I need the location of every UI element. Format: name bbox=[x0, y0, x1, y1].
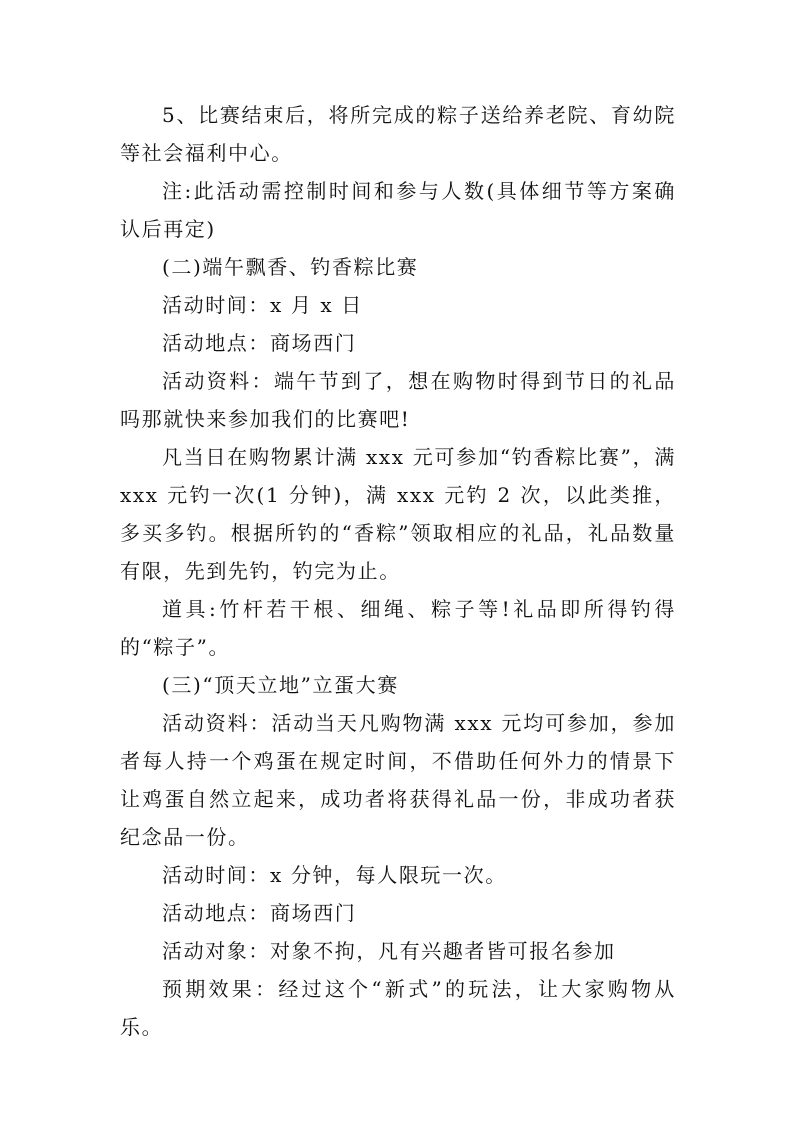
paragraph-egg-location: 活动地点：商场西门 bbox=[162, 901, 357, 925]
paragraph-egg-time: 活动时间：x 分钟，每人限玩一次。 bbox=[162, 863, 507, 887]
document-body bbox=[120, 96, 676, 1046]
paragraph-egg-audience: 活动对象：对象不拘，凡有兴趣者皆可报名参加 bbox=[162, 939, 616, 963]
paragraph-fishing-rules: 凡当日在购物累计满 xxx 元可参加“钓香粽比赛”，满 xxx 元钓一次(1 分钟)，满 xxx 元钓 2 次，以此类推，多买多钓。根据所钓的“香粽”领取相应的礼品，礼品数量有限，先到先钓，钓完为止。 bbox=[120, 445, 676, 583]
paragraph-note: 注:此活动需控制时间和参与人数(具体细节等方案确认后再定) bbox=[120, 179, 676, 241]
paragraph-fishing-info: 活动资料：端午节到了，想在购物时得到节日的礼品吗那就快来参加我们的比赛吧! bbox=[120, 369, 676, 431]
paragraph-gift-delivery: 5、比赛结束后，将所完成的粽子送给养老院、育幼院等社会福利中心。 bbox=[120, 103, 676, 165]
paragraph-fishing-props: 道具:竹杆若干根、细绳、粽子等!礼品即所得钓得的“粽子”。 bbox=[120, 597, 676, 659]
paragraph-egg-expected-effect: 预期效果：经过这个“新式”的玩法，让大家购物从乐。 bbox=[120, 977, 676, 1039]
paragraph-fishing-location: 活动地点：商场西门 bbox=[162, 331, 357, 355]
section-heading-fishing-contest: (二)端午飘香、钓香粽比赛 bbox=[162, 255, 419, 279]
section-heading-egg-contest: (三)“顶天立地”立蛋大赛 bbox=[162, 673, 399, 697]
paragraph-egg-info: 活动资料：活动当天凡购物满 xxx 元均可参加，参加者每人持一个鸡蛋在规定时间，不借助任何外力的情景下让鸡蛋自然立起来，成功者将获得礼品一份，非成功者获纪念品一份。 bbox=[120, 711, 676, 849]
paragraph-fishing-time: 活动时间：x 月 x 日 bbox=[162, 293, 363, 317]
